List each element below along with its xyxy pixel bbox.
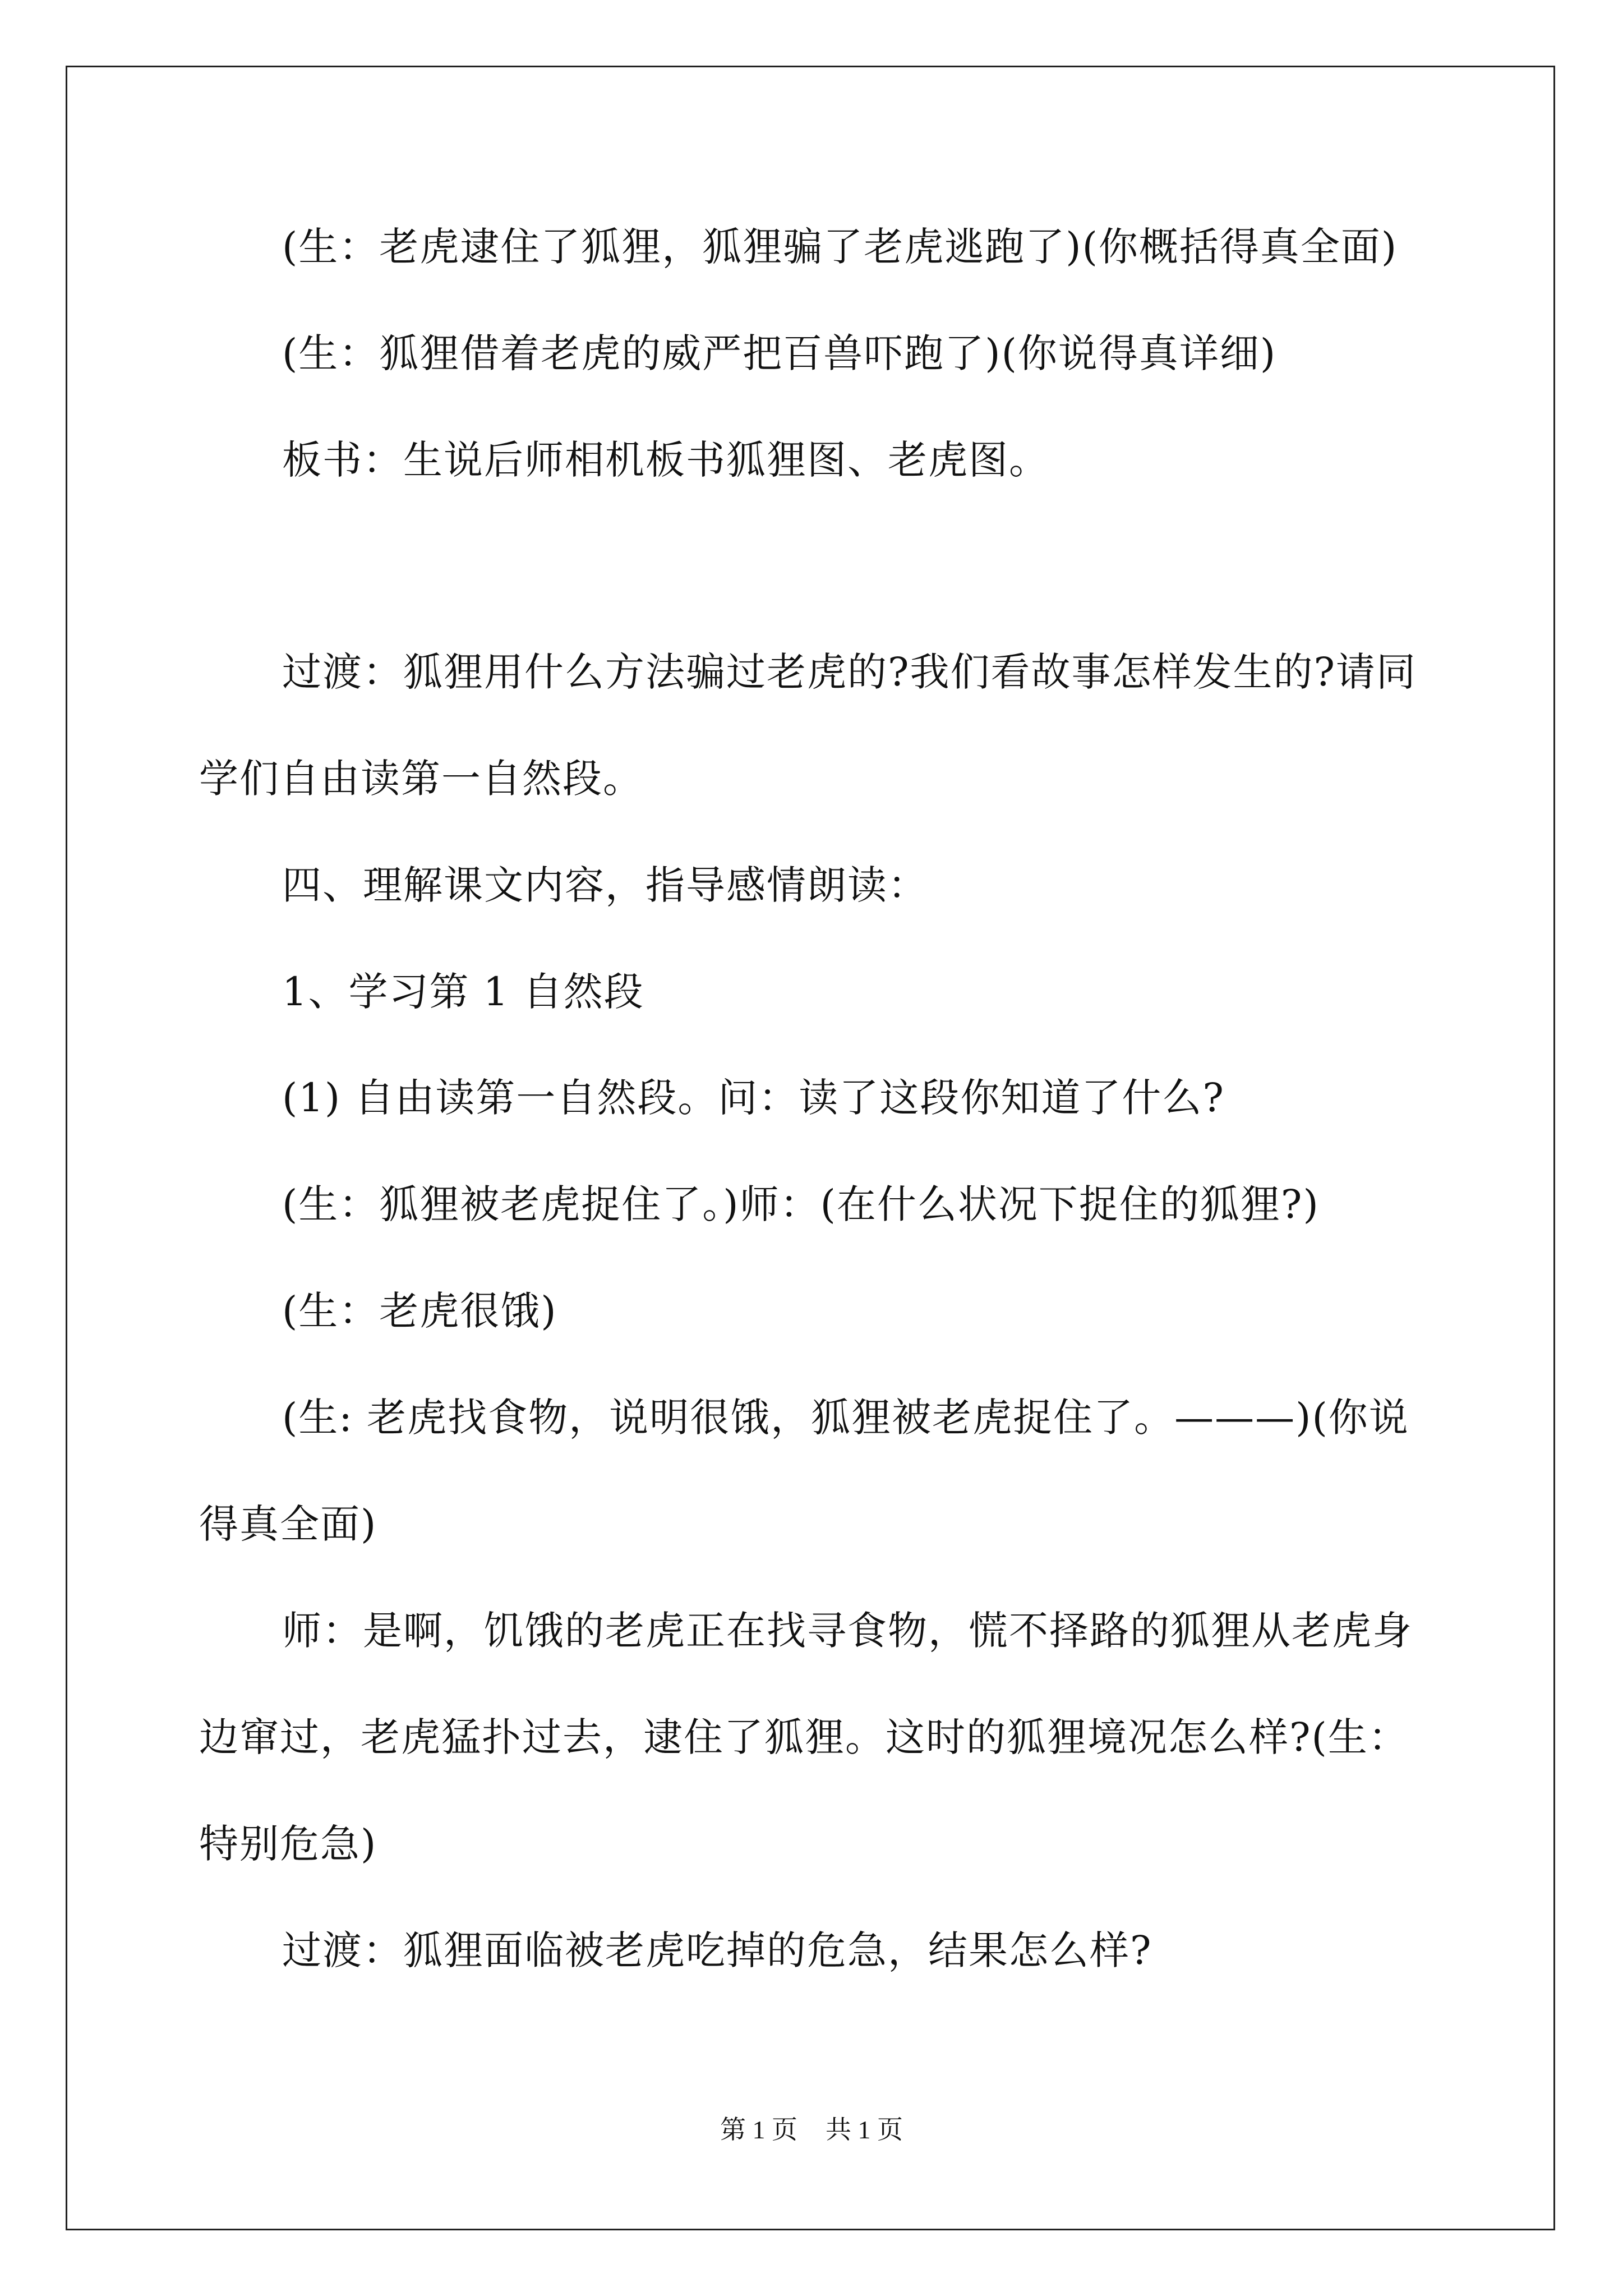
paragraph-line: 得真全面) — [199, 1501, 377, 1547]
paragraph-line: 过渡：狐狸用什么方法骗过老虎的?我们看故事怎样发生的?请同 — [282, 649, 1417, 695]
paragraph-line: 板书：生说后师相机板书狐狸图、老虎图。 — [282, 437, 1049, 483]
page-total: 共 1 页 — [826, 2115, 903, 2144]
paragraph-line: 师：是啊，饥饿的老虎正在找寻食物，慌不择路的狐狸从老虎身 — [282, 1608, 1413, 1654]
page-footer — [0, 2109, 1623, 2146]
paragraph-line: (生: 老虎找食物，说明很饿，狐狸被老虎捉住了。———)(你说 — [282, 1395, 1409, 1441]
paragraph-line: (生：狐狸被老虎捉住了。)师：(在什么状况下捉住的狐狸?) — [282, 1181, 1320, 1227]
paragraph-line: (1) 自由读第一自然段。问：读了这段你知道了什么? — [282, 1075, 1225, 1121]
paragraph-line: 1、学习第 1 自然段 — [282, 969, 644, 1015]
paragraph-line: (生：老虎逮住了狐狸，狐狸骗了老虎逃跑了)(你概括得真全面) — [282, 224, 1398, 270]
page-number: 第 1 页 — [720, 2115, 797, 2144]
paragraph-line: 四、理解课文内容，指导感情朗读： — [282, 862, 928, 908]
paragraph-line: 过渡：狐狸面临被老虎吃掉的危急，结果怎么样? — [282, 1927, 1152, 1973]
paragraph-line: 学们自由读第一自然段。 — [199, 756, 643, 802]
paragraph-line: (生：老虎很饿) — [282, 1288, 557, 1334]
paragraph-line: 特别危急) — [199, 1821, 377, 1867]
page-border — [66, 66, 1555, 2230]
paragraph-line: (生：狐狸借着老虎的威严把百兽吓跑了)(你说得真详细) — [282, 330, 1277, 376]
paragraph-line: 边窜过，老虎猛扑过去，逮住了狐狸。这时的狐狸境况怎么样?(生： — [199, 1714, 1409, 1760]
